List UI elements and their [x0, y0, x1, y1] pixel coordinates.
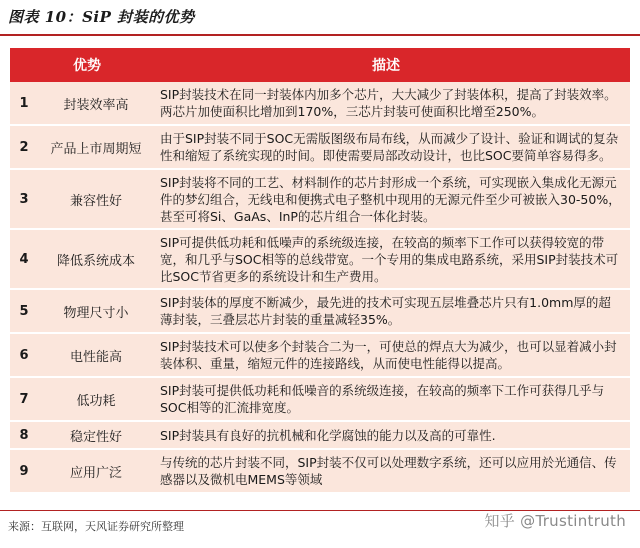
row-description: SIP封装将不同的工艺、材料制作的芯片封形成一个系统，可实现嵌入集成化无源元件的梦幻组合，无线电和便携式电子整机中现用的无源元件至少可被嵌入30-50%，甚至可将Si、GaAs、InP的芯片组合一体化封装。 — [160, 174, 621, 224]
row-number: 9 — [19, 463, 29, 479]
row-description: SIP封装体的厚度不断减少，最先进的技术可实现五层堆叠芯片只有1.0mm厚的超薄封装，三叠层芯片封装的重量减轻35%。 — [160, 295, 611, 327]
row-advantage: 产品上市周期短 — [50, 141, 142, 157]
row-advantage: 封装效率高 — [63, 97, 129, 113]
row-advantage: 兼容性好 — [69, 193, 122, 209]
header-description: 描述 — [372, 58, 400, 74]
watermark: 知乎 @Trustintruth — [484, 512, 626, 530]
row-description: SIP可提供低功耗和低噪声的系统级连接，在较高的频率下工作可以获得较宽的带宽，和几乎与SOC相等的总线带宽。一个专用的集成电路系统，采用SIP封装技术可比SOC节省更多的系统设计和生产费用。 — [160, 234, 619, 284]
table-row — [10, 334, 630, 378]
row-number: 2 — [19, 139, 29, 155]
table-row — [10, 170, 630, 230]
top-rule — [0, 34, 640, 36]
row-number: 1 — [19, 95, 29, 111]
table-row — [10, 230, 630, 290]
row-advantage: 物理尺寸小 — [63, 305, 129, 321]
row-number: 6 — [19, 347, 29, 363]
row-description: SIP封装具有良好的抗机械和化学腐蚀的能力以及高的可靠性. — [160, 427, 496, 443]
header-advantage: 优势 — [73, 58, 101, 74]
row-number: 7 — [19, 391, 29, 407]
row-description: 由于SIP封装不同于SOC无需版图级布局布线，从而减少了设计、验证和调试的复杂性和缩短了系统实现的时间。即使需要局部改动设计，也比SOC要简单容易得多。 — [160, 131, 619, 163]
table-row — [10, 422, 630, 450]
row-number: 5 — [19, 303, 29, 319]
row-advantage: 电性能高 — [69, 349, 122, 365]
row-advantage: 稳定性好 — [69, 429, 122, 445]
table-row — [10, 378, 630, 422]
source-note: 来源：互联网，天风证券研究所整理 — [8, 520, 184, 533]
table-row — [10, 126, 630, 170]
row-description: 与传统的芯片封装不同，SIP封装不仅可以处理数字系统，还可以应用於光通信、传感器以及微机电MEMS等领域 — [160, 455, 617, 487]
row-description: SIP封装技术可以使多个封装合二为一，可使总的焊点大为减少，也可以显着减小封装体积、重量，缩短元件的连接路线，从而使电性能得以提高。 — [160, 339, 617, 371]
advantages-table — [10, 48, 630, 494]
row-advantage: 低功耗 — [76, 393, 116, 409]
figure-title: 图表 10：SiP 封装的优势 — [8, 8, 195, 26]
row-number: 8 — [19, 427, 29, 443]
table-row — [10, 290, 630, 334]
row-advantage: 降低系统成本 — [56, 253, 135, 269]
row-number: 3 — [19, 191, 29, 207]
row-advantage: 应用广泛 — [69, 465, 122, 481]
row-description: SIP封装技术在同一封装体内加多个芯片，大大减少了封装体积，提高了封装效率。两芯片加使面积比增加到170%，三芯片封装可使面积比增至250%。 — [160, 87, 617, 119]
table-header — [10, 48, 630, 82]
row-description: SIP封装可提供低功耗和低噪音的系统级连接，在较高的频率下工作可获得几乎与SOC相等的汇流排宽度。 — [160, 383, 605, 415]
table-row — [10, 450, 630, 494]
table-row — [10, 82, 630, 126]
row-number: 4 — [19, 251, 29, 267]
